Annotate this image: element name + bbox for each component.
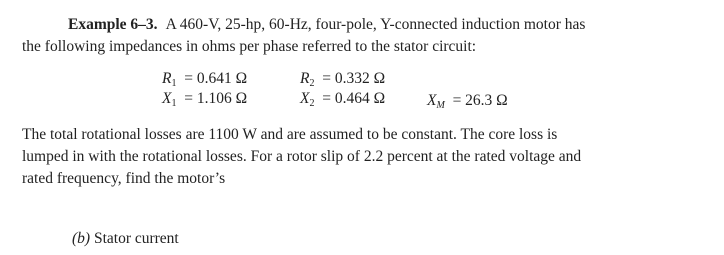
example-label: Example 6–3. [68,16,158,33]
paragraph-line-3: rated frequency, find the motor’s [22,170,226,187]
intro-line-1 [22,14,712,36]
eq-xm-sub: M [436,100,445,111]
eq-x1 [162,88,247,115]
eq-x2-sub: 2 [309,98,315,109]
intro-text-1: A 460-V, 25-hp, 60-Hz, four-pole, Y-connected induction motor has [165,16,586,33]
eq-r1-sub: 1 [171,78,177,89]
eq-x2-value: = 0.464 Ω [322,90,386,107]
eq-x2 [300,88,385,115]
eq-xm [427,90,508,117]
eq-x2-symbol: X [300,90,310,107]
problem-paragraph [22,124,712,190]
eq-r2-symbol: R [300,70,310,87]
eq-x1-sub: 1 [171,98,177,109]
eq-xm-symbol: X [427,92,437,109]
eq-r2-value: = 0.332 Ω [322,70,386,87]
intro-line-2: the following impedances in ohms per phase referred to the stator circuit: [22,38,477,55]
paragraph-line-1: The total rotational losses are 1100 W and are assumed to be constant. The core loss is [22,126,558,143]
part-b-item [72,228,179,250]
eq-x1-value: = 1.106 Ω [184,90,248,107]
part-b-letter: (b) [72,230,91,247]
eq-r1-symbol: R [162,70,172,87]
eq-r1-value: = 0.641 Ω [184,70,248,87]
example-intro [22,14,712,58]
eq-r2-sub: 2 [309,78,315,89]
eq-x1-symbol: X [162,90,172,107]
eq-xm-value: = 26.3 Ω [452,92,508,109]
paragraph-line-2: lumped in with the rotational losses. For a rotor slip of 2.2 percent at the rated voltage and [22,148,582,165]
part-b-text: Stator current [93,230,179,247]
